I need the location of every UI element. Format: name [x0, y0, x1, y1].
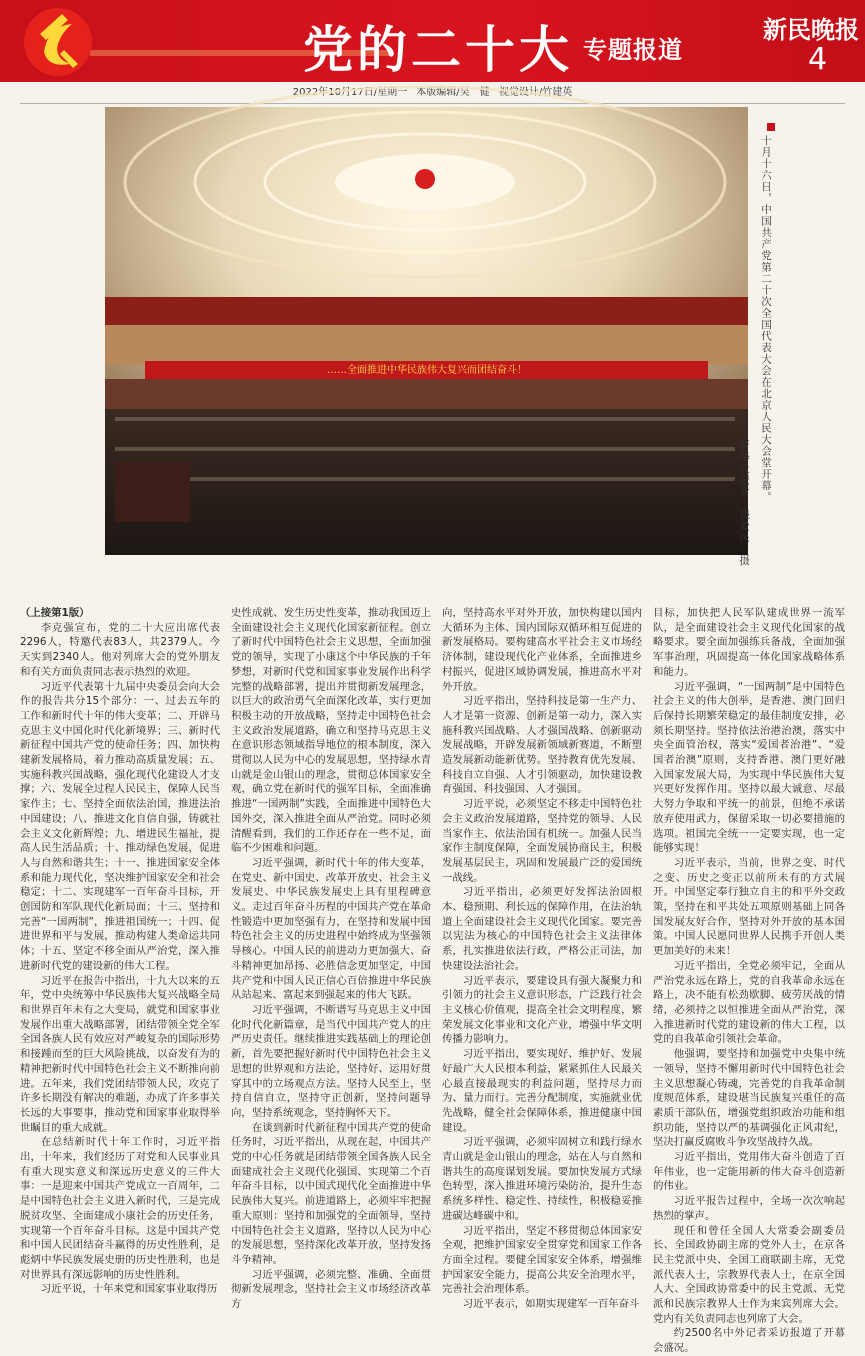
- paragraph: 习近平指出，坚持科技是第一生产力、人才是第一资源、创新是第一动力，深入实施科教兴国战略、人才强国战略、创新驱动发展战略，开辟发展新领域新赛道，不断塑造发展新动能新优势。坚持教育优先发展、科技自立自强、人才引领驱动，加快建设教育强国、科技强国、人才强国。: [442, 695, 642, 796]
- paragraph: 习近平报告过程中，全场一次次响起热烈的掌声。: [653, 1195, 845, 1222]
- paragraph: 习近平强调，不断谱写马克思主义中国化时代化新篇章，是当代中国共产党人的庄严历史责任。继续推进实践基础上的理论创新，首先要把握好新时代中国特色社会主义思想的世界观和方法论，坚持好、运用好贯穿其中的立场观点方法。坚持人民至上，坚持自信自立，坚持守正创新，坚持问题导向，坚持系统观念，坚持胸怀天下。: [231, 1003, 431, 1119]
- photo-caption-text: 十月十六日，中国共产党第二十次全国代表大会在北京人民大会堂开幕。: [760, 135, 772, 503]
- paragraph: 史性成就、发生历史性变革，推动我国迈上全面建设社会主义现代化国家新征程。创立了新时代中国特色社会主义思想，全面加强党的领导，实现了小康这个中华民族的千年梦想，对新时代党和国家事业发展作出科学完整的战略部署，提出并贯彻新发展理念，以巨大的政治勇气全面深化改革，实行更加积极主动的开放战略，坚持走中国特色社会主义政治发展道路，确立和坚持马克思主义在意识形态领域指导地位的根本制度，深入贯彻以人民为中心的发展思想，坚持绿水青山就是金山银山的理念，贯彻总体国家安全观，确立党在新时代的强军目标，全面准确推进“一国两制”实践，全面推进中国特色大国外交，深入推进全面从严治党。同时必须清醒看到，我们的工作还存在一些不足，面临不少困难和问题。: [231, 607, 431, 855]
- paragraph: 在总结新时代十年工作时，习近平指出，十年来，我们经历了对党和人民事业具有重大现实意义和深远历史意义的三件大事：一是迎来中国共产党成立一百周年，二是中国特色社会主义进入新时代，三是完成脱贫攻坚、全面建成小康社会的历史任务，实现第一个百年奋斗目标。这是中国共产党和中国人民团结奋斗赢得的历史性胜利，是彪炳中华民族发展史册的历史性胜利，也是对世界具有深远影响的历史性胜利。: [20, 1136, 220, 1281]
- paragraph: 李克强宣布，党的二十大应出席代表2296人，特邀代表83人，共2379人。今天实到2340人。他对列席大会的党外朋友和有关方面负责同志表示热烈的欢迎。: [20, 621, 220, 678]
- editor-credit: 本版编辑/吴 健: [416, 87, 490, 98]
- newspaper-brand: 新民晚报: [763, 15, 859, 44]
- paragraph: 习近平指出，要实现好、维护好、发展好最广大人民根本利益，紧紧抓住人民最关心最直接最现实的利益问题，坚持尽力而为、量力而行。完善分配制度，实施就业优先战略，健全社会保障体系，推进健康中国建设。: [442, 1048, 642, 1134]
- header-divider: [20, 103, 845, 104]
- paragraph: 习近平说，十年来党和国家事业取得历: [40, 1283, 218, 1296]
- congress-hall-photo: [105, 107, 748, 555]
- paragraph: 习近平强调，“一国两制”是中国特色社会主义的伟大创举，是香港、澳门回归后保持长期繁荣稳定的最佳制度安排，必须长期坚持。坚持依法治港治澳，落实中央全面管治权，落实“爱国者治港”、“爱国者治澳”原则，支持香港、澳门更好融入国家发展大局，为实现中华民族伟大复兴更好发挥作用。坚持以最大诚意、尽最大努力争取和平统一的前景，但绝不承诺放弃使用武力，保留采取一切必要措施的选项。祖国完全统一一定要实现，也一定能够实现！: [653, 680, 845, 855]
- paragraph: 习近平强调，必须完整、准确、全面贯彻新发展理念，坚持社会主义市场经济改革方: [231, 1268, 431, 1311]
- party-emblem-icon: [18, 4, 98, 80]
- paragraph: 现任和曾任全国人大常委会副委员长、全国政协副主席的党外人士，在京各民主党派中央、全国工商联副主席，无党派代表人士，宗教界代表人士，在京全国人大、全国政协常委中的民主党派、无党派和民族宗教界人士作为来宾列席大会。党内有关负责同志也列席了大会。: [653, 1224, 845, 1325]
- paragraph: 习近平强调，新时代十年的伟大变革，在党史、新中国史、改革开放史、社会主义发展史、中华民族发展史上具有里程碑意义。走过百年奋斗历程的中国共产党在革命性锻造中更加坚强有力，在坚持和发展中国特色社会主义的历史进程中始终成为坚强领导核心。中国人民的前进动力更加强大、奋斗精神更加昂扬、必胜信念更加坚定，中国共产党和中国人民正信心百倍推进中华民族从站起来、富起来到强起来的伟大飞跃。: [231, 856, 431, 1002]
- paragraph: 习近平说，必须坚定不移走中国特色社会主义政治发展道路，坚持党的领导、人民当家作主、依法治国有机统一。加强人民当家作主制度保障，全面发展协商民主，积极发展基层民主，巩固和发展最广泛的爱国统一战线。: [442, 798, 642, 884]
- paragraph: 习近平在报告中指出，十九大以来的五年，党中央统筹中华民族伟大复兴战略全局和世界百年未有之大变局，就党和国家事业发展作出重大战略部署，团结带领全党全军全国各族人民有效应对严峻复杂的国际形势和接踵而至的巨大风险挑战，以奋发有为的精神把新时代中国特色社会主义不断推向前进。五年来，我们党团结带领人民，攻克了许多长期没有解决的难题，办成了许多事关长远的大事要事，推动党和国家事业取得举世瞩目的重大成就。: [20, 974, 220, 1134]
- photo-caption: [759, 123, 783, 507]
- paragraph: 习近平强调，必须牢固树立和践行绿水青山就是金山银山的理念，站在人与自然和谐共生的高度谋划发展。要加快发展方式绿色转型，深入推进环境污染防治，提升生态系统多样性、稳定性、持续性，积极稳妥推进碳达峰碳中和。: [442, 1136, 642, 1222]
- paragraph: 习近平指出，全党必须牢记，全面从严治党永远在路上，党的自我革命永远在路上，决不能有松劲歇脚、疲劳厌战的情绪，必须持之以恒推进全面从严治党，深入推进新时代党的建设新的伟大工程，以党的自我革命引领社会革命。: [653, 959, 845, 1046]
- paragraph: 向，坚持高水平对外开放，加快构建以国内大循环为主体、国内国际双循环相互促进的新发展格局。要构建高水平社会主义市场经济体制，建设现代化产业体系，全面推进乡村振兴，促进区域协调发展，推进高水平对外开放。: [442, 607, 642, 693]
- article-column-1: [20, 606, 220, 1296]
- paragraph: 习近平表示，当前，世界之变、时代之变、历史之变正以前所未有的方式展开。中国坚定奉行独立自主的和平外交政策，坚持在和平共处五项原则基础上同各国发展友好合作，坚持对外开放的基本国策。中国人民愿同世界人民携手开创人类更加美好的未来！: [653, 856, 845, 958]
- caption-marker: [767, 123, 775, 131]
- continued-marker: （上接第1版）: [20, 607, 90, 619]
- page-title: 党的二十大: [303, 21, 573, 79]
- article-column-4: [653, 606, 845, 1355]
- paragraph: 目标，加快把人民军队建成世界一流军队，是全面建设社会主义现代化国家的战略要求。要全面加强练兵备战，全面加强军事治理，巩固提高一体化国家战略体系和能力。: [653, 607, 845, 678]
- paragraph: 习近平指出，坚定不移贯彻总体国家安全观，把维护国家安全贯穿党和国家工作各方面全过程。要健全国家安全体系，增强维护国家安全能力，提高公共安全治理水平，完善社会治理体系。: [442, 1224, 642, 1296]
- paragraph: 习近平表示，如期实现建军一百年奋斗: [462, 1298, 640, 1311]
- photo-credit-text: 新华社记者 饶爱民 摄: [738, 440, 750, 567]
- design-credit: 视觉设计/竹建英: [498, 87, 573, 98]
- masthead: [0, 0, 865, 82]
- paragraph: 习近平指出，必须更好发挥法治固根本、稳预期、利长远的保障作用，在法治轨道上全面建设社会主义现代化国家。要完善以宪法为核心的中国特色社会主义法律体系，扎实推进依法行政，严格公正司法，加快建设法治社会。: [442, 886, 642, 972]
- paragraph: 习近平表示，要建设具有强大凝聚力和引领力的社会主义意识形态，广泛践行社会主义核心价值观，提高全社会文明程度，繁荣发展文化事业和文化产业，增强中华文明传播力影响力。: [442, 974, 642, 1046]
- issue-date: 2022年10月17日/星期一: [292, 87, 408, 98]
- svg-text:……全面推进中华民族伟大复兴而团结奋斗！: ……全面推进中华民族伟大复兴而团结奋斗！: [327, 365, 527, 376]
- paragraph: 习近平代表第十九届中央委员会向大会作的报告共分15个部分：一、过去五年的工作和新时代十年的伟大变革；二、开辟马克思主义中国化时代化新境界；三、新时代新征程中国共产党的使命任务；四、加快构建新发展格局，着力推动高质量发展；五、实施科教兴国战略，强化现代化建设人才支撑；六、发展全过程人民民主，保障人民当家作主；七、坚持全面依法治国，推进法治中国建设；八、推进文化自信自强，铸就社会主义文化新辉煌；九、增进民生福祉，提高人民生活品质；十、推动绿色发展，促进人与自然和谐共生；十一、推进国家安全体系和能力现代化，坚决维护国家安全和社会稳定；十二、实现建军一百年奋斗目标，开创国防和军队现代化新局面；十三、坚持和完善“一国两制”，推进祖国统一；十四、促进世界和平与发展，推动构建人类命运共同体；十五、坚定不移全面从严治党，深入推进新时代党的建设新的伟大工程。: [20, 680, 220, 972]
- paragraph: 习近平指出，党用伟大奋斗创造了百年伟业，也一定能用新的伟大奋斗创造新的伟业。: [653, 1151, 845, 1193]
- paragraph: 约2500名中外记者采访报道了开幕会盛况。: [653, 1327, 845, 1355]
- paragraph: 在谈到新时代新征程中国共产党的使命任务时，习近平指出，从现在起，中国共产党的中心任务就是团结带领全国各族人民全面建成社会主义现代化强国、实现第二个百年奋斗目标，以中国式现代化全面推进中华民族伟大复兴。前进道路上，必须牢牢把握重大原则：坚持和加强党的全面领导，坚持中国特色社会主义道路，坚持以人民为中心的发展思想，坚持深化改革开放，坚持发扬斗争精神。: [231, 1121, 431, 1266]
- article-column-2: [231, 606, 431, 1311]
- article-body: [20, 606, 845, 1355]
- article-column-3: [442, 606, 642, 1311]
- photo-credit: [737, 440, 761, 571]
- page-number: 4: [808, 42, 828, 77]
- paragraph: 他强调，要坚持和加强党中央集中统一领导，坚持不懈用新时代中国特色社会主义思想凝心铸魂，完善党的自我革命制度规范体系，建设堪当民族复兴重任的高素质干部队伍，增强党组织政治功能和组织功能，坚持以严的基调强化正风肃纪，坚决打赢反腐败斗争攻坚战持久战。: [653, 1048, 845, 1149]
- section-subtitle: 专题报道: [583, 36, 683, 64]
